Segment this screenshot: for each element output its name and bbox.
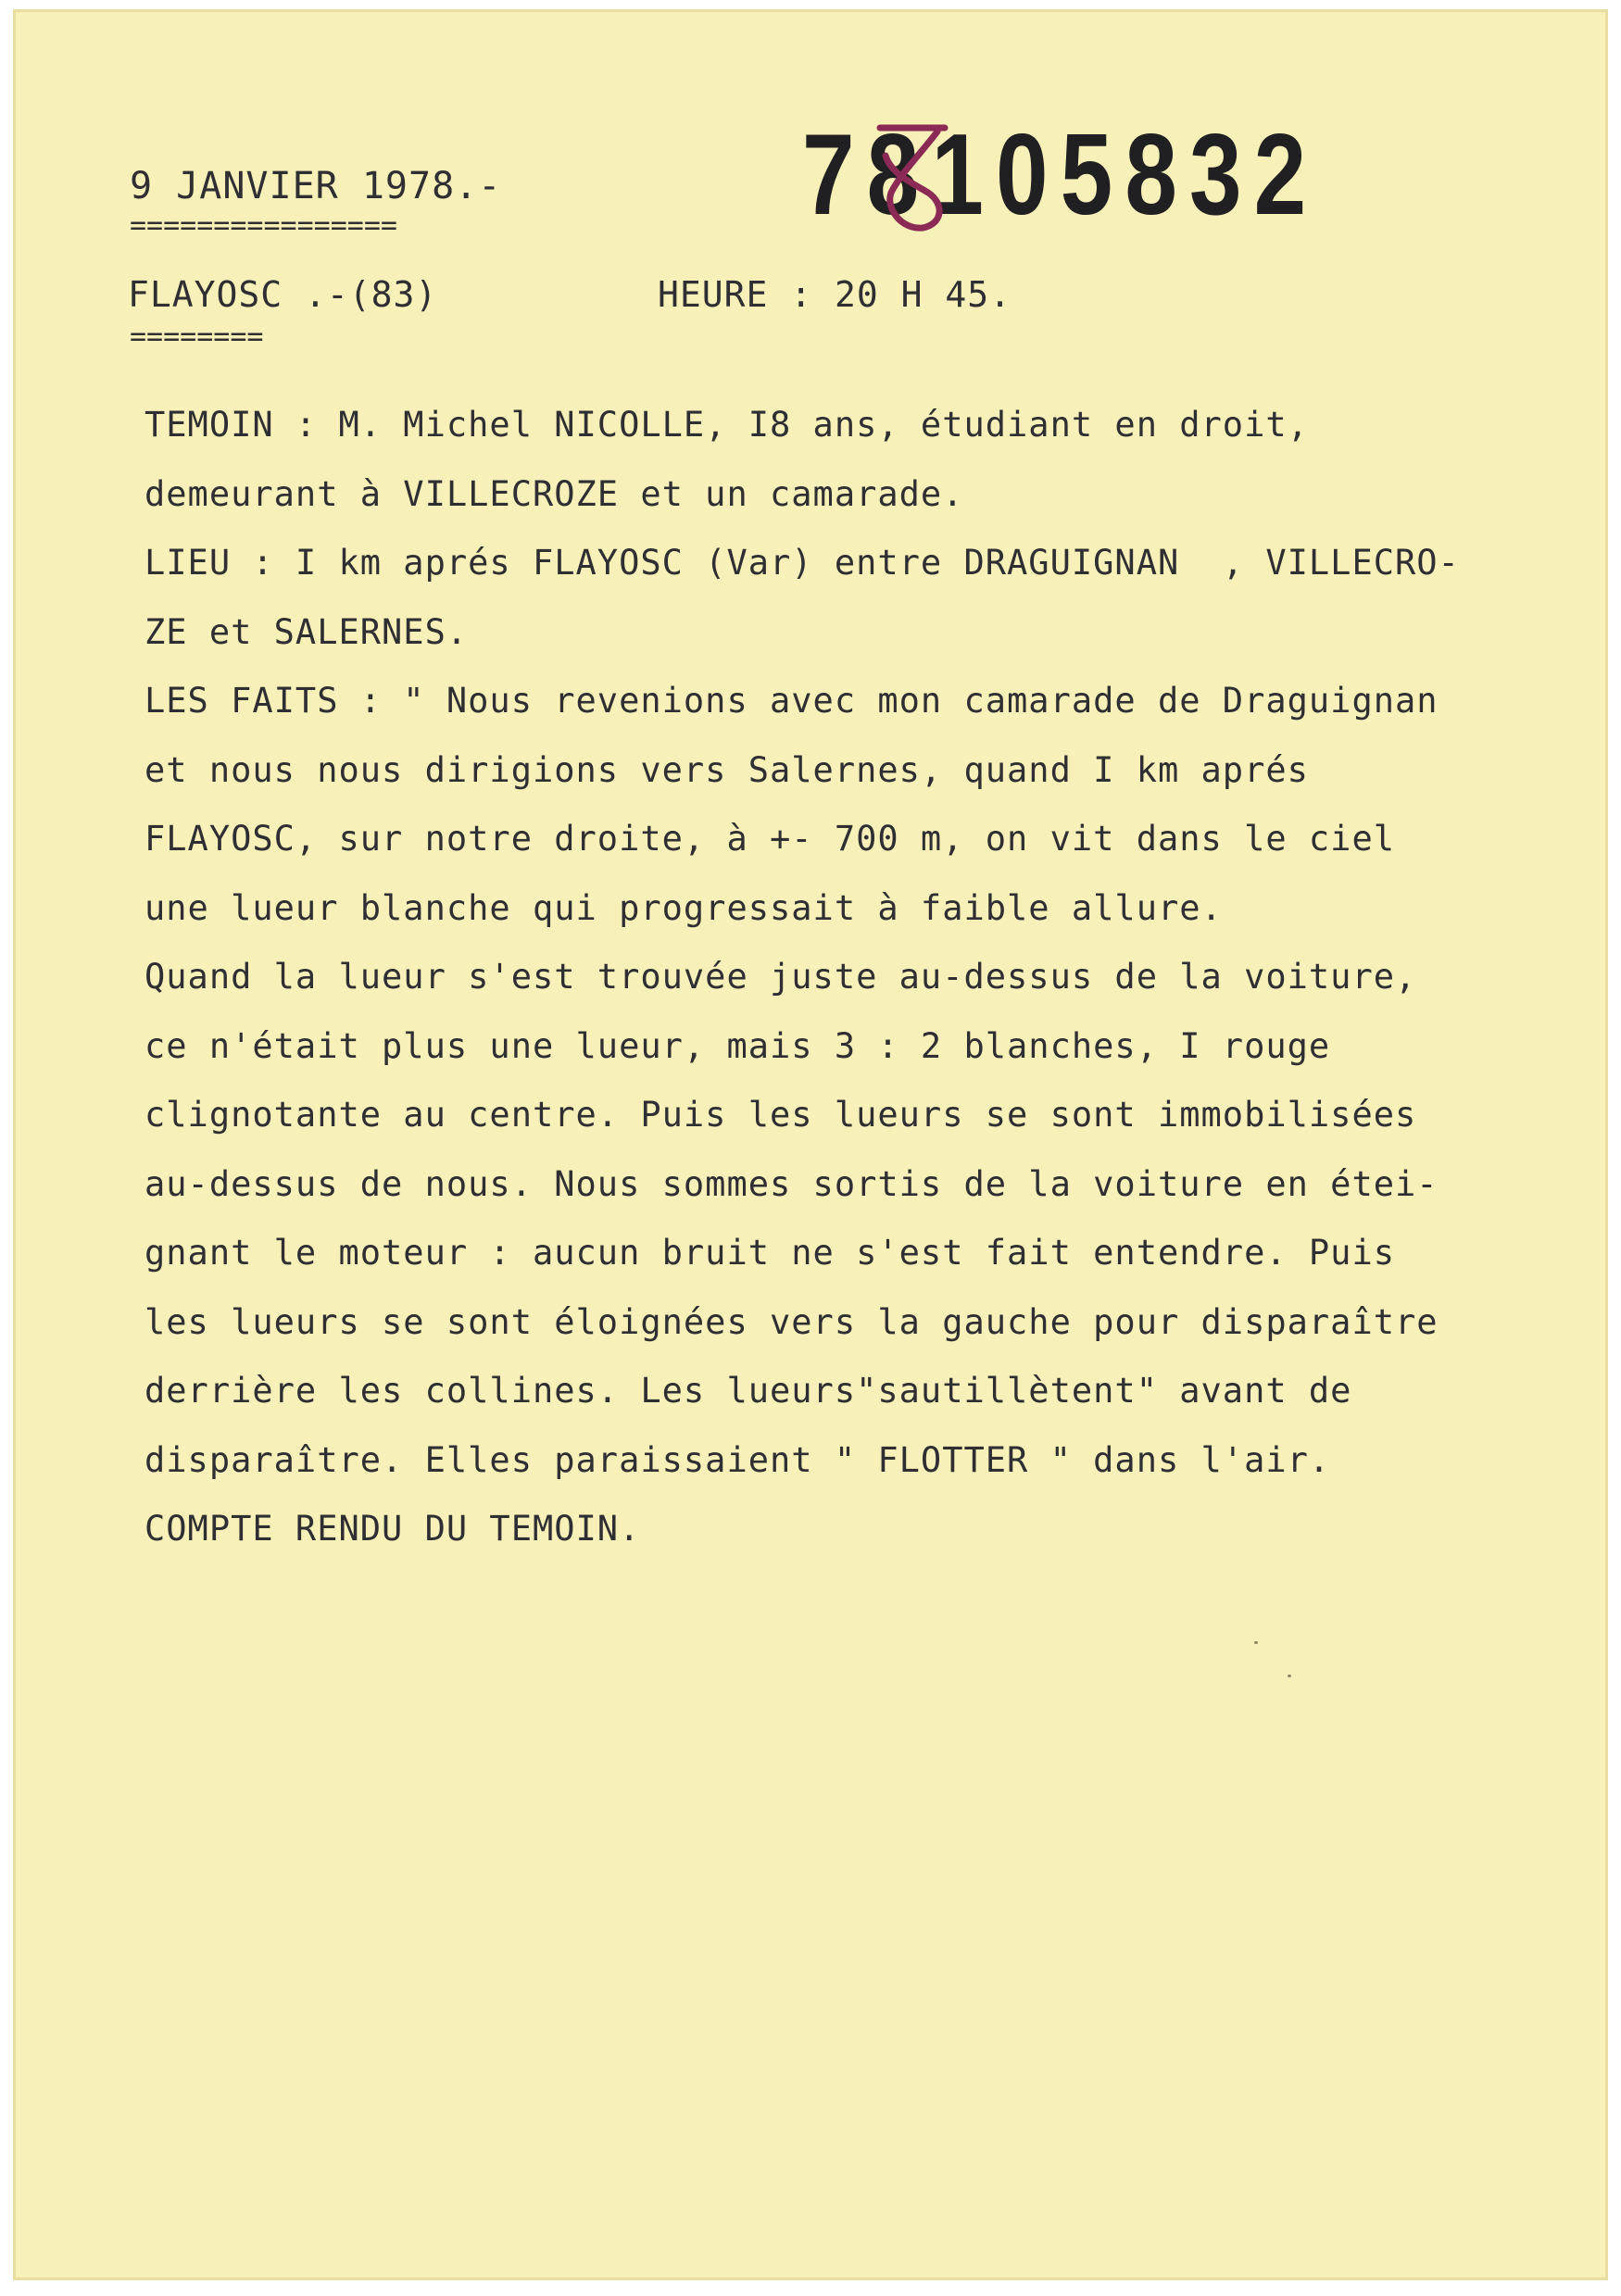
body-line: et nous nous dirigions vers Salernes, quand I km aprés [145,749,1309,790]
body-line: disparaître. Elles paraissaient " FLOTTER " dans l'air. [145,1439,1331,1480]
body-line: TEMOIN : M. Michel NICOLLE, I8 ans, étudiant en droit, [145,405,1309,445]
body-line: demeurant à VILLECROZE et un camarade. [145,473,964,514]
body-line: ce n'était plus une lueur, mais 3 : 2 blanches, I rouge [145,1025,1331,1066]
body-line: Quand la lueur s'est trouvée juste au-dessus de la voiture, [145,957,1417,997]
body-line: LES FAITS : " Nous revenions avec mon camarade de Draguignan [145,681,1439,721]
place-underline: ======== [130,320,264,353]
body-line: gnant le moteur : aucun bruit ne s'est fait entendre. Puis [145,1233,1396,1273]
body-line: FLAYOSC, sur notre droite, à +- 700 m, on vit dans le ciel [145,819,1396,859]
paper-speck [1254,1641,1258,1644]
body-line: ZE et SALERNES. [145,611,469,652]
date-underline: ================ [130,209,397,242]
report-time: HEURE : 20 H 45. [658,274,1012,315]
body-line: LIEU : I km aprés FLAYOSC (Var) entre DRAGUIGNAN , VILLECRO- [145,543,1460,583]
body-line: les lueurs se sont éloignées vers la gauche pour disparaître [145,1301,1439,1342]
file-number-stamp: 78105832 [802,111,1319,239]
document-sheet [13,9,1608,2280]
body-line: COMPTE RENDU DU TEMOIN. [145,1509,641,1549]
body-line: derrière les collines. Les lueurs"sautillètent" avant de [145,1371,1352,1411]
body-line: au-dessus de nous. Nous sommes sortis de la voiture en étei- [145,1163,1439,1204]
body-line: clignotante au centre. Puis les lueurs se sont immobilisées [145,1095,1417,1135]
paper-speck [1288,1675,1291,1677]
report-body [145,391,1608,1564]
body-line: une lueur blanche qui progressait à faible allure. [145,887,1223,928]
report-place: FLAYOSC .-(83) [128,274,438,315]
report-date: 9 JANVIER 1978.- [130,165,502,207]
